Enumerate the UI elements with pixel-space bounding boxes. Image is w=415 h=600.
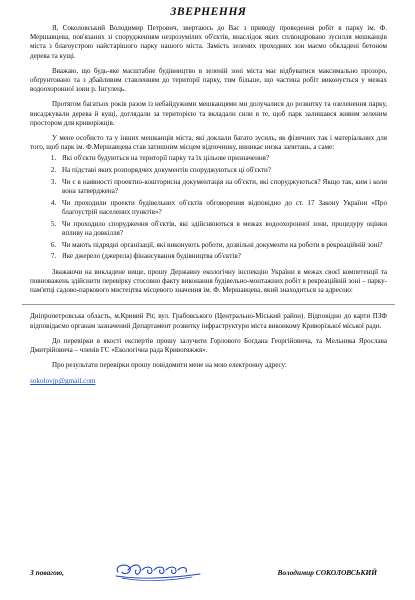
question-item: 6. Чи мають підрядні організації, які виконують роботи, дозвільні документи на роботи в рекреаційній зоні?: [58, 241, 387, 250]
paragraph-address: Дніпропетровська область, м.Кривий Ріг, вул. Грабовського (Центрально-Міський район). Відповідно до карти ПЗФ відповідаємо органам зазначений Департамент розвитку інфраструктури міста виконкому Криворізької міської ради.: [30, 312, 387, 330]
paragraph-request: Зважаючи на викладене вище, прошу Державну екологічну інспекцію України в межах своєї компетенції та повноважень здійснити перевірку стосовно факту виконання будівельно-монтажних робіт в рекреаційній зоні – парку-пам'ятці садово-паркового мистецтва місцевого значення ім. Ф. Мершавцева, який знаходиться за адресою:: [30, 267, 387, 295]
paragraph-transparency: Вважаю, що будь-яке масштабне будівництво в зеленій зоні міста має відбуватися максимально прозоро, обґрунтовано та з дбайливим ставленням до території парку, тим більше, що частина робіт виконується у межах водоохоронної зони р. Інгулець.: [30, 66, 387, 94]
paragraph-experts: До перевірки в якості експертів прошу залучити Горлового Богдана Георгійовича, та Мельника Ярослава Дмитрійовича – членів ГС «Екологічна рада Кривоґяжжя».: [30, 336, 387, 354]
closing-text: З повагою,: [30, 568, 65, 577]
question-item: 4. Чи проходили проекти будівельних об'єктів обговорення відповідно до ст. 17 Закону України «Про благоустрій населених пунктів»?: [58, 199, 387, 218]
question-item: 5. Чи проходило спорудження об'єктів, які здійснюються в межах водоохоронної зони, процедуру оцінки впливу на довкілля?: [58, 220, 387, 239]
document-title: ЗВЕРНЕННЯ: [170, 6, 247, 18]
email-link[interactable]: sokolovjp@gmail.com: [30, 377, 96, 386]
handwritten-signature-icon: [112, 558, 204, 584]
signature-block: [30, 558, 387, 584]
paragraph-contact: Про результати перевірки прошу повідомити мене на мою електронну адресу:: [52, 361, 287, 370]
question-item: 3. Чи є в наявності проектно-кошторисна документація на об'єкти, які споруджуються? Якщо так, ким і коли вона затверджена?: [58, 178, 387, 197]
question-item: 1. Які об'єкти будуються на території парку та їх цільове призначення?: [58, 154, 387, 163]
paragraph-intro: Я, Соколовський Володимир Петрович, звертаюсь до Вас з приводу проведення робіт в парку ім. Ф. Мершавцева, пов'язаних зі спорудженням незрозумілих об'єктів, внаслідок яких сплюндровано зусилля мешканців міста з благоустрою найстарішого парку нашого міста. Замість зелених проходних зон маємо обкладені бетоном дерева та кущі.: [30, 24, 387, 60]
paragraph-history: Протягом багатьох років разом із небайдужими мешканцями ми долучалися до розвитку та озеленення парку, висаджували дерева й кущі, доглядали за територією та вкладали сили в те, щоб парк залишався живим зеленим простором для криворіжців.: [30, 100, 387, 127]
question-item: 2. На підставі яких розпорядчих документів споруджуються ці об'єкти?: [58, 166, 387, 175]
section-divider: [22, 304, 395, 305]
paragraph-questions-intro: У мене особисто та у інших мешканців міста, які доклали багато зусиль, як фізичних так і матеріальних для того, щоб парк ім. Ф.Мершавцева став затишним місцем відпочинку, виникає низка запитань, а саме:: [30, 134, 387, 152]
questions-list: [30, 154, 387, 261]
question-item: 7. Яке джерело (джерела) фінансування будівництва об'єктів?: [58, 252, 387, 261]
signer-name: Володимир СОКОЛОВСЬКИЙ: [277, 568, 377, 577]
